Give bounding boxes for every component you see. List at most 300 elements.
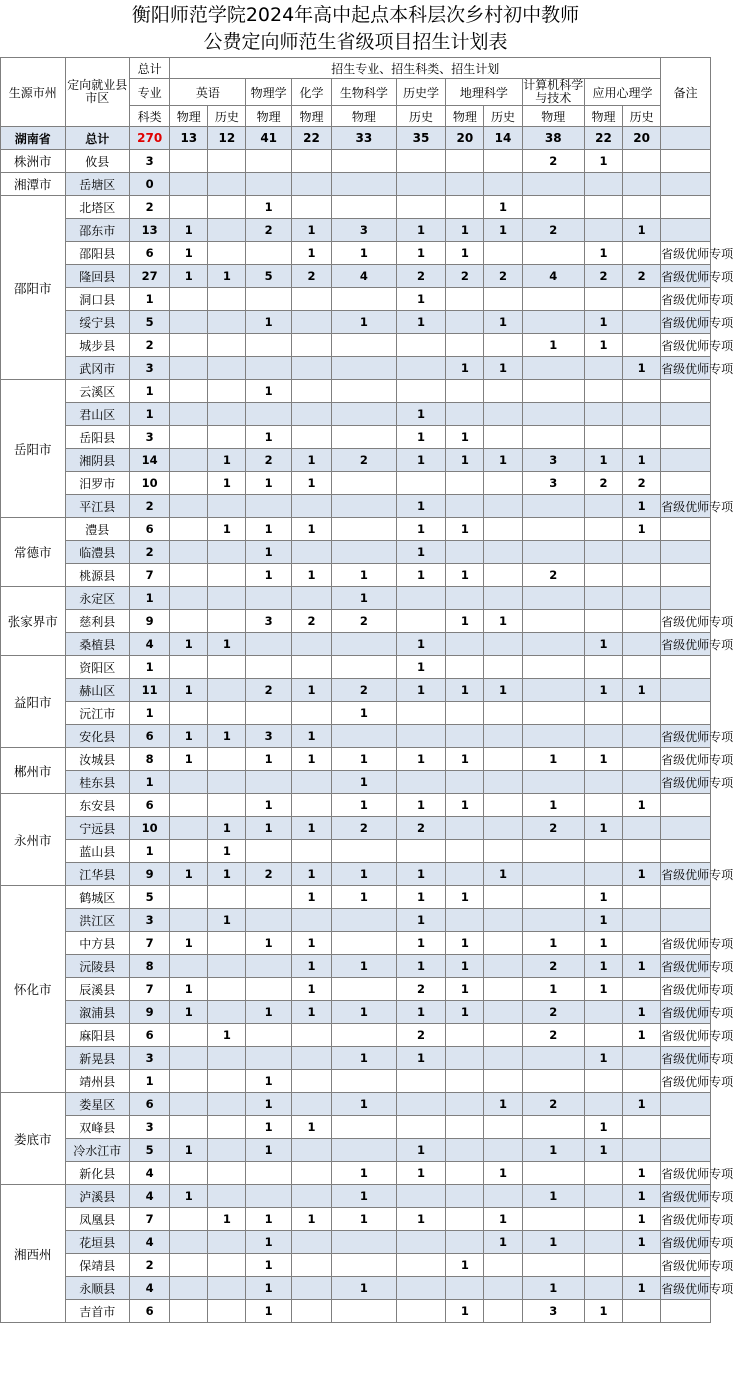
plan-value [170, 518, 208, 541]
plan-value [584, 1208, 622, 1231]
plan-value: 2 [396, 265, 446, 288]
plan-value: 2 [522, 817, 584, 840]
plan-value: 1 [246, 1300, 291, 1323]
plan-value [208, 541, 246, 564]
plan-value [623, 610, 661, 633]
plan-value [584, 1162, 622, 1185]
plan-value: 1 [623, 955, 661, 978]
county-total: 6 [130, 1093, 170, 1116]
header-subject-6: 物理 [446, 106, 484, 127]
plan-value [623, 840, 661, 863]
header-subject: 科类 [130, 106, 170, 127]
plan-value [170, 357, 208, 380]
plan-value [623, 380, 661, 403]
plan-value [208, 564, 246, 587]
plan-value [291, 1254, 331, 1277]
county-cell: 慈利县 [65, 610, 130, 633]
plan-value: 1 [623, 1093, 661, 1116]
plan-value: 1 [170, 265, 208, 288]
plan-value [291, 1139, 331, 1162]
county-cell: 冷水江市 [65, 1139, 130, 1162]
note-cell [661, 1116, 711, 1139]
plan-value: 1 [584, 909, 622, 932]
plan-value [623, 725, 661, 748]
plan-value: 1 [446, 426, 484, 449]
plan-value [291, 1231, 331, 1254]
plan-value [484, 495, 522, 518]
plan-value [396, 1231, 446, 1254]
plan-value [170, 1277, 208, 1300]
plan-value [623, 1070, 661, 1093]
county-cell: 宁远县 [65, 817, 130, 840]
plan-value [208, 1093, 246, 1116]
plan-value: 1 [522, 978, 584, 1001]
plan-value: 1 [246, 1139, 291, 1162]
plan-value: 1 [332, 702, 397, 725]
county-cell: 新晃县 [65, 1047, 130, 1070]
plan-value [446, 633, 484, 656]
plan-value: 2 [446, 265, 484, 288]
plan-value: 1 [170, 219, 208, 242]
plan-value [332, 426, 397, 449]
plan-value: 1 [291, 955, 331, 978]
plan-value: 1 [446, 518, 484, 541]
county-cell: 武冈市 [65, 357, 130, 380]
plan-value [446, 334, 484, 357]
plan-value: 1 [623, 518, 661, 541]
plan-value [584, 1277, 622, 1300]
table-row [1, 955, 711, 978]
plan-value [170, 1300, 208, 1323]
plan-value [446, 196, 484, 219]
note-cell: 省级优师专项 [661, 288, 711, 311]
county-cell: 靖州县 [65, 1070, 130, 1093]
plan-value: 1 [208, 840, 246, 863]
plan-value: 1 [484, 679, 522, 702]
plan-value [446, 1070, 484, 1093]
plan-value [246, 886, 291, 909]
plan-value: 1 [446, 1001, 484, 1024]
plan-value: 1 [623, 1001, 661, 1024]
plan-value [522, 196, 584, 219]
plan-value [484, 1047, 522, 1070]
plan-value [291, 541, 331, 564]
note-cell [661, 886, 711, 909]
plan-value: 1 [246, 817, 291, 840]
plan-value [484, 288, 522, 311]
plan-value [484, 564, 522, 587]
plan-value [170, 610, 208, 633]
plan-value [446, 311, 484, 334]
plan-value [522, 863, 584, 886]
county-total: 7 [130, 932, 170, 955]
table-row [1, 449, 711, 472]
table-row [1, 1300, 711, 1323]
plan-value [291, 1093, 331, 1116]
plan-value: 1 [584, 978, 622, 1001]
county-total: 1 [130, 403, 170, 426]
plan-value [332, 334, 397, 357]
plan-value: 1 [208, 725, 246, 748]
plan-value [522, 679, 584, 702]
plan-value [170, 840, 208, 863]
county-cell: 岳塘区 [65, 173, 130, 196]
plan-value [208, 150, 246, 173]
plan-value: 1 [396, 242, 446, 265]
county-total: 3 [130, 426, 170, 449]
county-cell: 洞口县 [65, 288, 130, 311]
plan-value [623, 633, 661, 656]
plan-value: 1 [396, 1162, 446, 1185]
plan-value [484, 1277, 522, 1300]
plan-value [623, 196, 661, 219]
table-row [1, 196, 711, 219]
plan-value: 1 [396, 541, 446, 564]
plan-value: 1 [246, 541, 291, 564]
plan-value [446, 1139, 484, 1162]
plan-value: 1 [396, 1208, 446, 1231]
county-total: 6 [130, 242, 170, 265]
plan-value [522, 886, 584, 909]
plan-value [291, 587, 331, 610]
table-row [1, 587, 711, 610]
plan-value: 1 [396, 288, 446, 311]
header-major-1: 物理学 [246, 79, 291, 106]
plan-value: 1 [446, 932, 484, 955]
plan-value: 2 [396, 978, 446, 1001]
plan-value: 3 [522, 449, 584, 472]
plan-value [522, 380, 584, 403]
note-cell: 省级优师专项 [661, 1070, 711, 1093]
note-cell [661, 150, 711, 173]
note-cell [661, 840, 711, 863]
plan-value [170, 1231, 208, 1254]
header-subject-2: 物理 [246, 106, 291, 127]
county-total: 3 [130, 150, 170, 173]
plan-value [170, 1208, 208, 1231]
county-cell: 邵东市 [65, 219, 130, 242]
plan-value [291, 656, 331, 679]
plan-value: 1 [623, 219, 661, 242]
plan-value [484, 909, 522, 932]
plan-value [623, 656, 661, 679]
plan-value [170, 426, 208, 449]
plan-value: 2 [291, 265, 331, 288]
note-cell: 省级优师专项 [661, 1162, 711, 1185]
note-cell [661, 219, 711, 242]
county-total: 5 [130, 311, 170, 334]
plan-value [446, 1231, 484, 1254]
plan-value: 1 [208, 863, 246, 886]
county-cell: 桑植县 [65, 633, 130, 656]
plan-value [291, 1162, 331, 1185]
header-major-6: 计算机科学与技术 [523, 78, 584, 105]
county-total: 1 [130, 656, 170, 679]
note-cell [661, 518, 711, 541]
plan-value: 1 [396, 909, 446, 932]
header-county: 定向就业县市区 [65, 58, 130, 127]
plan-value [208, 610, 246, 633]
county-total: 14 [130, 449, 170, 472]
plan-value: 1 [332, 886, 397, 909]
header-subject-0: 物理 [170, 106, 208, 127]
plan-value: 1 [584, 886, 622, 909]
county-total: 0 [130, 173, 170, 196]
plan-value [208, 380, 246, 403]
total-value: 22 [291, 127, 331, 150]
county-total: 3 [130, 909, 170, 932]
plan-value [291, 1047, 331, 1070]
county-cell: 赫山区 [65, 679, 130, 702]
plan-value: 1 [246, 1254, 291, 1277]
plan-value [623, 426, 661, 449]
table-row [1, 357, 711, 380]
county-cell: 溆浦县 [65, 1001, 130, 1024]
plan-value: 2 [396, 817, 446, 840]
total-value: 33 [332, 127, 397, 150]
plan-value: 1 [396, 1047, 446, 1070]
plan-value: 1 [332, 564, 397, 587]
plan-value: 1 [446, 978, 484, 1001]
county-cell: 保靖县 [65, 1254, 130, 1277]
county-total: 7 [130, 564, 170, 587]
county-cell: 沅江市 [65, 702, 130, 725]
plan-value: 1 [246, 932, 291, 955]
plan-value: 1 [446, 1254, 484, 1277]
plan-value [623, 886, 661, 909]
plan-value [208, 334, 246, 357]
plan-value [208, 978, 246, 1001]
plan-value [484, 518, 522, 541]
plan-value [170, 196, 208, 219]
plan-value: 1 [291, 518, 331, 541]
plan-value: 1 [584, 334, 622, 357]
county-total: 10 [130, 472, 170, 495]
plan-value [446, 403, 484, 426]
total-label: 总计 [65, 127, 130, 150]
total-province: 湖南省 [1, 127, 66, 150]
plan-value [584, 1001, 622, 1024]
plan-value [396, 472, 446, 495]
note-cell [661, 380, 711, 403]
plan-value [484, 794, 522, 817]
plan-value: 1 [246, 748, 291, 771]
plan-value [623, 909, 661, 932]
plan-value: 1 [396, 955, 446, 978]
plan-value: 1 [332, 242, 397, 265]
plan-value: 1 [396, 794, 446, 817]
note-cell: 省级优师专项 [661, 932, 711, 955]
plan-value: 1 [584, 679, 622, 702]
plan-value: 1 [246, 380, 291, 403]
plan-value [446, 1162, 484, 1185]
plan-value: 2 [332, 679, 397, 702]
plan-value [623, 334, 661, 357]
note-cell [661, 1139, 711, 1162]
plan-value [522, 311, 584, 334]
plan-value: 1 [396, 311, 446, 334]
county-cell: 洪江区 [65, 909, 130, 932]
table-row [1, 242, 711, 265]
plan-value: 1 [170, 242, 208, 265]
plan-value: 2 [246, 219, 291, 242]
plan-value [208, 1254, 246, 1277]
plan-value [170, 955, 208, 978]
table-row [1, 932, 711, 955]
note-cell [661, 817, 711, 840]
plan-value [332, 472, 397, 495]
plan-value: 1 [446, 242, 484, 265]
plan-value [332, 840, 397, 863]
plan-value: 1 [584, 748, 622, 771]
plan-value: 1 [170, 679, 208, 702]
plan-value: 1 [332, 794, 397, 817]
document-title [0, 0, 711, 57]
table-row [1, 817, 711, 840]
plan-value: 1 [446, 357, 484, 380]
note-cell [661, 794, 711, 817]
city-cell: 永州市 [1, 794, 66, 886]
note-cell: 省级优师专项 [661, 725, 711, 748]
plan-value: 1 [396, 656, 446, 679]
table-row [1, 288, 711, 311]
plan-value [446, 1277, 484, 1300]
plan-value [446, 1024, 484, 1047]
table-row [1, 1047, 711, 1070]
table-row [1, 173, 711, 196]
plan-value [484, 1139, 522, 1162]
plan-value: 1 [332, 311, 397, 334]
plan-value: 2 [396, 1024, 446, 1047]
plan-value [522, 1116, 584, 1139]
note-cell [661, 679, 711, 702]
plan-value: 2 [484, 265, 522, 288]
plan-value [208, 656, 246, 679]
plan-value: 1 [484, 610, 522, 633]
plan-value: 1 [396, 1139, 446, 1162]
plan-value: 3 [522, 1300, 584, 1323]
plan-value: 2 [246, 679, 291, 702]
plan-value: 1 [208, 449, 246, 472]
plan-value [484, 817, 522, 840]
note-cell: 省级优师专项 [661, 495, 711, 518]
plan-value [623, 1116, 661, 1139]
plan-value: 1 [484, 863, 522, 886]
plan-value [246, 495, 291, 518]
plan-value: 1 [446, 1300, 484, 1323]
plan-value [484, 886, 522, 909]
plan-value: 1 [584, 817, 622, 840]
note-cell [661, 472, 711, 495]
plan-value: 1 [584, 633, 622, 656]
plan-value [170, 564, 208, 587]
plan-value [446, 702, 484, 725]
plan-value: 1 [484, 311, 522, 334]
plan-value [396, 1254, 446, 1277]
note-cell: 省级优师专项 [661, 311, 711, 334]
county-cell: 吉首市 [65, 1300, 130, 1323]
plan-value [446, 288, 484, 311]
plan-value: 1 [332, 1208, 397, 1231]
plan-value [396, 702, 446, 725]
plan-value: 1 [396, 748, 446, 771]
plan-value [396, 1277, 446, 1300]
plan-value: 1 [246, 794, 291, 817]
city-cell: 湘西州 [1, 1185, 66, 1323]
county-cell: 邵阳县 [65, 242, 130, 265]
plan-value [246, 840, 291, 863]
plan-value [446, 1208, 484, 1231]
plan-value [170, 909, 208, 932]
plan-value [332, 1231, 397, 1254]
county-total: 1 [130, 587, 170, 610]
plan-value: 1 [584, 1300, 622, 1323]
county-total: 27 [130, 265, 170, 288]
county-cell: 安化县 [65, 725, 130, 748]
note-cell [661, 403, 711, 426]
plan-value [170, 449, 208, 472]
plan-value [170, 472, 208, 495]
plan-value: 1 [522, 334, 584, 357]
plan-value: 1 [446, 886, 484, 909]
plan-value: 1 [332, 1277, 397, 1300]
plan-value: 1 [484, 196, 522, 219]
plan-value [208, 1185, 246, 1208]
table-row [1, 426, 711, 449]
plan-value: 1 [446, 219, 484, 242]
plan-value [332, 1116, 397, 1139]
plan-value: 1 [584, 1047, 622, 1070]
note-cell: 省级优师专项 [661, 633, 711, 656]
total-value: 20 [446, 127, 484, 150]
plan-value: 1 [208, 909, 246, 932]
plan-value: 1 [446, 955, 484, 978]
county-total: 6 [130, 1300, 170, 1323]
note-cell [661, 909, 711, 932]
plan-value [332, 173, 397, 196]
note-cell [661, 196, 711, 219]
plan-value: 1 [396, 449, 446, 472]
plan-value [291, 840, 331, 863]
plan-value [584, 587, 622, 610]
plan-value [522, 1162, 584, 1185]
plan-value: 1 [246, 1070, 291, 1093]
header-subject-5: 历史 [396, 106, 446, 127]
plan-value [396, 1070, 446, 1093]
plan-value [584, 771, 622, 794]
plan-value: 3 [332, 219, 397, 242]
plan-value: 1 [291, 978, 331, 1001]
plan-value [396, 173, 446, 196]
plan-value: 1 [291, 679, 331, 702]
plan-value [522, 587, 584, 610]
plan-value: 1 [208, 817, 246, 840]
note-cell: 省级优师专项 [661, 1047, 711, 1070]
plan-value [208, 1116, 246, 1139]
plan-value: 1 [332, 1162, 397, 1185]
plan-value [291, 1024, 331, 1047]
plan-value: 1 [332, 587, 397, 610]
plan-value [446, 150, 484, 173]
plan-value: 1 [291, 564, 331, 587]
plan-value [246, 150, 291, 173]
plan-value [623, 1047, 661, 1070]
plan-value [522, 771, 584, 794]
county-total: 6 [130, 794, 170, 817]
plan-value: 1 [484, 1093, 522, 1116]
city-cell: 郴州市 [1, 748, 66, 794]
plan-value: 2 [522, 1093, 584, 1116]
